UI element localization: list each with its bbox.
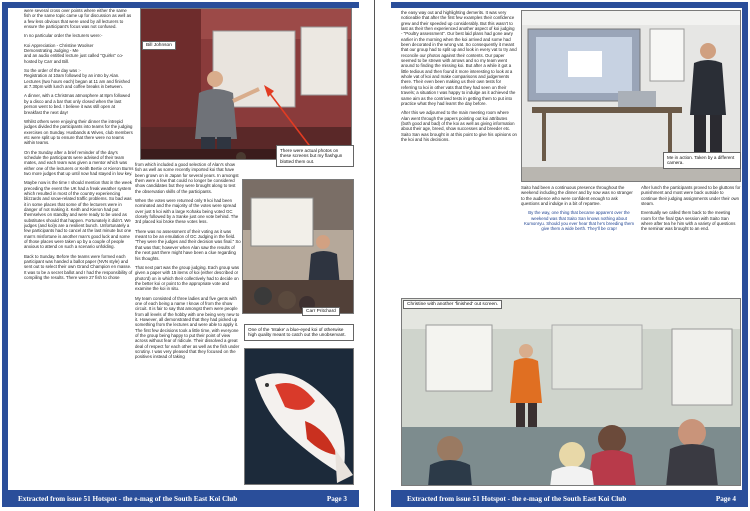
page4-col1-para: the easy way out and highlighting demerits. It was very noticeable that after the first few examples their confidence grew and their speeded up considerably. But this wasn't to last as their then experienced another aspect of koi judging - "Poultry assessment". Our best laid plans had gone awry earlier in the morning when the koi arrived and some had been decorated in the wrong vat. So consequently it meant that our group had to split up and look in every vat to try and reconcile our photos against their contents. Our paper seemed to be strewn with arrows and so my team went around to finding the missing koi. But after a while it got a little tedious and then found it more interesting to look at a whole vat of koi and make comparisons and judgements there. Their even been making us their own tests for referring to koi in other vats that they had seen on their travels; a situation I was happy to indulge as it achieved the same aim as the contrived tests in getting them to put into practice what they had learnt the day before. xyxy=(401,10,517,106)
page3-footer-text: Extracted from issue 51 Hotspot - the e-mag of the South East Koi Club xyxy=(18,494,238,503)
caption-intake-koi: One of the 'Intake' a blue-eyed koi of otherwise high quality meant to catch out the unobservant. xyxy=(244,324,354,341)
page4-col2-blue: By the way, one thing that became apparent over the weekend was that Saito San knows nothing about Kumonryu. Should you ever hear that he's breeding them give them a wide berth. They'll be crap! xyxy=(524,210,634,232)
page-3 xyxy=(2,2,359,507)
photo-carr-pritchard xyxy=(242,179,354,314)
photo-christine xyxy=(401,298,741,486)
photo-bill-johnson xyxy=(140,8,352,160)
photo-carr-pritchard-image xyxy=(243,180,354,314)
page3-col1-para: Maybe now is the time I should mention that in the week preceding the event the UK had a freak weather system which resulted in most of the country experiencing blizzards and snow-related traffic problems. So bad was it in some places that some of the lecturers were in danger of not making it. Keith and Kieron had put themselves on standby and were ready to be used as substitutes should that happen. Fortunately it didn't. We judges (and koi)s are a resilient bunch. Unfortunately a few participants had to cancel at the last minute but one man's misfortune is another man's good luck and some of those places were taken up by a couple of people anxious to attend on such a scenario unfolding. xyxy=(24,180,132,250)
page3-footer xyxy=(2,490,359,507)
page4-page-number: Page 4 xyxy=(715,494,736,503)
page3-page-number: Page 3 xyxy=(326,494,347,503)
page4-right-band xyxy=(742,2,748,507)
caption-carr-pritchard: Carr Pritchard xyxy=(302,307,340,316)
page3-col1-para: A dinner, with a Christmas atmosphere at 8pm followed by a disco and a bar that only closed when the last person went to bed. I believe it was still open at breakfast the next day! xyxy=(24,93,130,115)
page3-col1-para: In no particular order the lecturers were:- xyxy=(24,33,103,39)
page3-col1-para: Koi Appreciation - Christine Woolser Demonstrating Judging - Me and an audio entitled lecture just called "Quirks" co-hosted by Carr and Bill. xyxy=(24,42,124,64)
page4-col3-para: Eventually we called them back to the meeting room for the final Q&A session with Saito San where after tea he him with a variety of questions the seminar was brought to an end. xyxy=(641,210,736,232)
page3-column-1 xyxy=(24,8,134,485)
caption-christine: Christine with another 'finished' out screen. xyxy=(403,300,502,309)
photo-koi-image xyxy=(245,349,354,485)
caption-actual-photos: There were actual photos on these screens but my flashgun blotted them out. xyxy=(276,145,354,167)
page3-column-2 xyxy=(135,162,241,485)
page3-col2-para: When the votes were returned only 9 koi had been nominated and the majority of the votes were spread over just 5 koi with a large Kohaku being voted GC closely followed by a Sanke just one vote behind. The 3rd placed koi broke these votes less. xyxy=(135,198,239,225)
page3-col2-para: There was no assessment of their voting as it was meant to be an emulation of GC Judging in the field. "They were the judges and their decision was final." So that was that; however when Alan saw the results of the next part there might have been a clue regarding his thoughts. xyxy=(135,228,241,261)
page4-column-1 xyxy=(401,10,517,298)
page3-col2-para: from which included a good selection of Alan's show fish as well as some recently imported koi that have been grown on in Japan for several years. In amongst them were a few that could no longer be considered show candidates but they were brought along to test the observation skills of the participants. xyxy=(135,162,239,194)
page4-top-band xyxy=(391,2,748,8)
page4-col2-black: Saito had been a continuous presence throughout the weekend including the dinner and by now was no stranger to the audience who were confident enough to ask questions and indulge in a bit of repartee. xyxy=(521,185,633,207)
page3-col1-para: were several cross over points where either the same fish or the same topic came up for discussion as well as a few less obvious that were used by all lecturers to ensure the participant's focus was not confused. xyxy=(24,8,132,30)
page3-col1-para: So the order of the day was :- Registration at 10am followed by an intro by Alan. Lectures (two hours each) began at 11 am and finished at 7.30pm with lunch and coffee breaks in between. xyxy=(24,68,130,90)
page3-col1-para: On the Sunday after a brief reminder of the day's schedule the participants were advised of their team mates, and each team was given a mentor which was either one of the lecturers or Keith Bertie or Kieron Burns two more judges that up until now had stayed in low key. xyxy=(24,149,134,176)
page3-col1-para: Whilst others were enjoying their dinner the intrepid judges divided the participants into teams for the judging exercises on Sunday. Husbands & Wives, club members etc were split up to ensure that there were no teams within teams. xyxy=(24,118,133,146)
page3-col2-para: My team consisted of three ladies and five gents with one of each being a name I know of from the show circuit. It is fair to say that amongst them were people from all levels of the hobby with one being very new to it. However, all demonstrated that they had picked up something from the lectures and were able to apply it. The first few decisions took a little time, with everyone of the group being happy to put their point of view across without fear of ridicule. Their dissolved a great deal of respect for each other as well as the fish under scrutiny. I was very pleased that they focused on the positives instead of taking xyxy=(135,295,240,360)
photo-christine-image xyxy=(402,299,741,486)
photo-bill-johnson-image xyxy=(141,9,352,160)
page4-col1-para: After this we adjourned to the main meeting room where Alan went through the papers pointing out koi attributes (both good and bad) of the koi as well as giving information about their age, breed, show successes and breeder etc. Saito San was brought in at this point to give his opinions on the koi and his decisions. xyxy=(401,110,517,142)
arrow-icon xyxy=(260,83,320,153)
caption-bill-johnson: Bill Johnson xyxy=(142,41,176,50)
caption-me-in-action: Me in action. Taken by a different camera. xyxy=(663,152,741,169)
page4-footer xyxy=(391,490,748,507)
page4-footer-text: Extracted from issue 51 Hotspot - the e-mag of the South East Koi Club xyxy=(407,494,627,503)
page3-col2-para: That next part was the group judging. Each group was given a paper with 15 items of koi (either described or photo'd) on in which their collectively had to decide on the better koi or point to the appropriate vote and examine the koi in situ. xyxy=(135,264,240,292)
page4-col3-para: After lunch the participants proved to be gluttons for punishment and most were back outside to continue their judging assignments under their own steam. xyxy=(641,185,741,207)
page4-column-2 xyxy=(521,185,637,295)
page-4 xyxy=(391,2,748,507)
page3-left-band xyxy=(2,2,8,507)
page4-column-3 xyxy=(641,185,741,295)
page-spine xyxy=(374,0,375,511)
photo-koi xyxy=(244,348,354,485)
page3-col1-para: Back to Sunday. Before the teams were formed each participant was handed a ballot paper (NVN style) and sent out to select their own Grand Champion en masse. It was to be a secret ballot and I had the responsibility of compiling the results. There were 27 fish to chose xyxy=(24,253,133,281)
